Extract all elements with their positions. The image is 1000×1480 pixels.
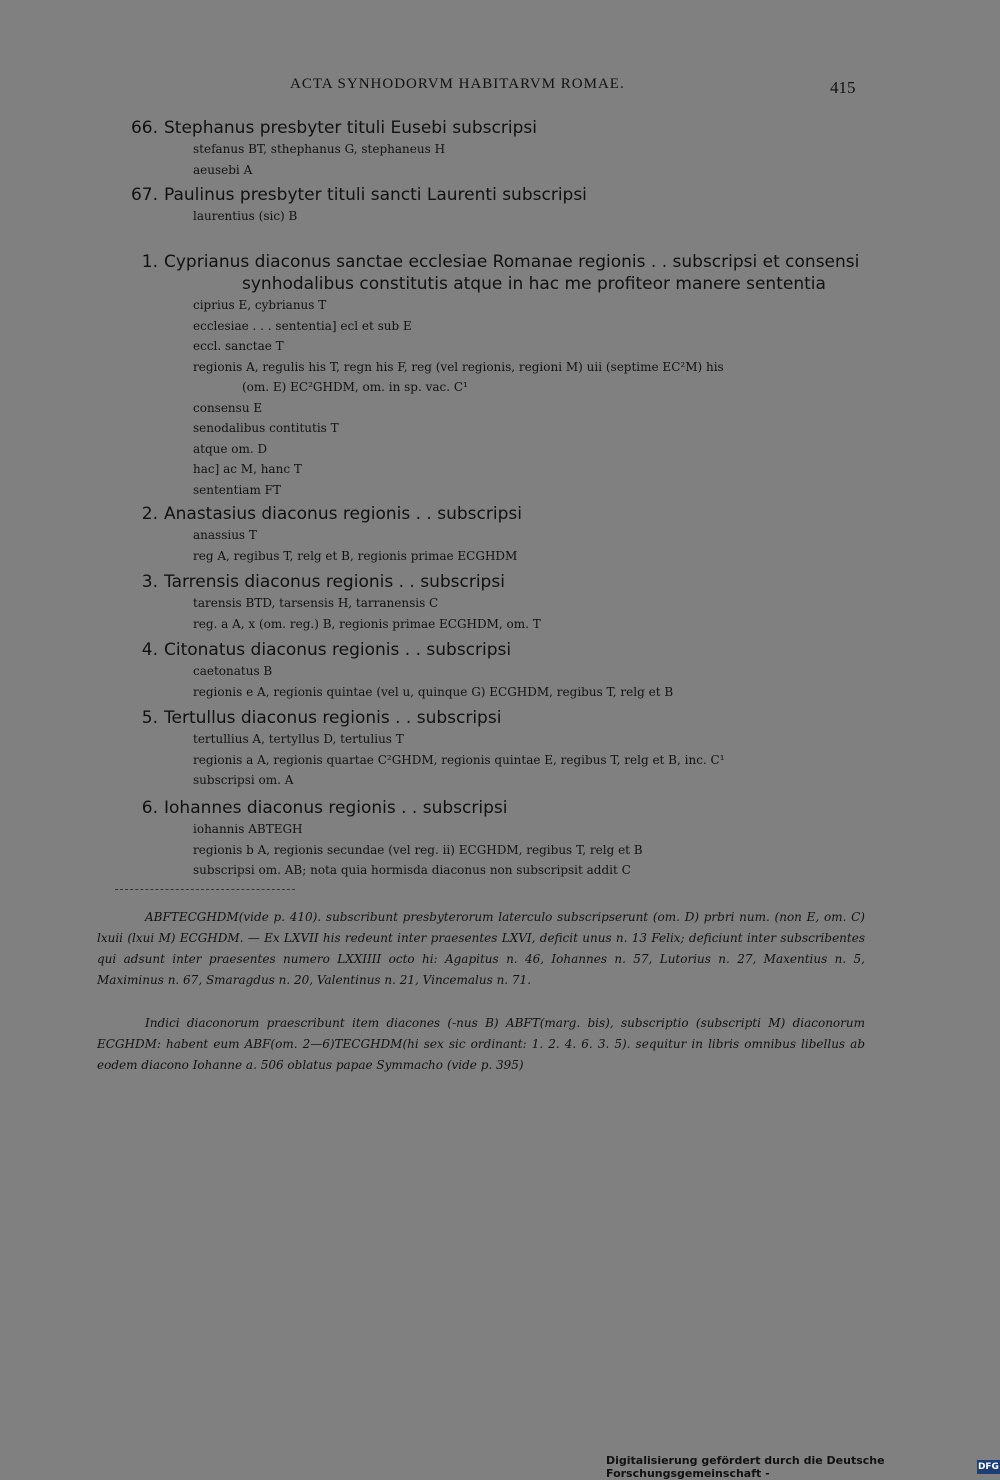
entry-number: 67. <box>130 185 158 205</box>
variant-line: reg A, regibus T, relg et B, regionis primae ECGHDM <box>193 548 518 563</box>
variant-line: laurentius (sic) B <box>193 209 298 223</box>
entry-number: 2. <box>141 504 158 524</box>
variant-line: atque om. D <box>193 441 268 456</box>
entry-6 <box>110 797 870 881</box>
entry-1 <box>110 251 870 500</box>
entry-number: 66. <box>130 118 158 138</box>
entry-number: 3. <box>141 572 158 592</box>
variant-line: subscripsi om. A <box>193 773 294 787</box>
variant-line: hac] ac M, hanc T <box>193 462 302 476</box>
entry-3 <box>110 571 870 634</box>
entry-text: Tarrensis diaconus regionis . . subscripsi <box>164 572 505 592</box>
variant-line: sententiam FT <box>193 482 281 497</box>
variant-line: iohannis ABTEGH <box>193 822 303 836</box>
entry-text: Paulinus presbyter tituli sancti Laurenti subscripsi <box>164 185 587 205</box>
variant-line: (om. E) EC²GHDM, om. in sp. vac. C¹ <box>242 380 468 394</box>
running-title: ACTA SYNHODORVM HABITARVM ROMAE. <box>290 76 625 92</box>
variant-line: subscripsi om. AB; nota quia hormisda diaconus non subscripsit addit C <box>193 863 631 877</box>
variant-line: regionis b A, regionis secundae (vel reg. ii) ECGHDM, regibus T, relg et B <box>193 842 643 857</box>
variant-line: aeusebi A <box>193 162 253 177</box>
entry-5 <box>110 707 870 791</box>
entry-2 <box>110 503 870 566</box>
variant-line: tarensis BTD, tarsensis H, tarranensis C <box>193 596 439 610</box>
variant-line: ecclesiae . . . sententia] ecl et sub E <box>193 318 412 333</box>
editorial-note: ABFTECGHDM(vide p. 410). subscribunt presbyterorum laterculo subscripserunt (om. D) prbri num. (non E, om. C) lxuii (lxui M) ECGHDM. — Ex LXVII his redeunt inter praesentes LXVI, deficit unus n. 13 Felix; deficiunt inter subscribentes qui adsunt inter praesentes numero LXXIIII octo hi: Agapitus n. 46, Iohannes n. 57, Lutorius n. 27, Maxentius n. 5, Maximinus n. 67, Smaragdus n. 20, Valentinus n. 21, Vincemalus n. 71. <box>97 910 865 987</box>
entry-number: 4. <box>141 640 158 660</box>
variant-line: regionis a A, regionis quartae C²GHDM, regionis quintae E, regibus T, relg et B, inc. C¹ <box>193 752 725 767</box>
apparatus-divider <box>115 889 295 890</box>
variant-line: anassius T <box>193 528 257 542</box>
variant-line: tertullius A, tertyllus D, tertulius T <box>193 732 404 746</box>
digitization-credit <box>606 1454 1000 1480</box>
entry-text: Tertullus diaconus regionis . . subscripsi <box>164 708 502 728</box>
variant-line: eccl. sanctae T <box>193 339 284 353</box>
entry-4 <box>110 639 870 702</box>
variant-line: ciprius E, cybrianus T <box>193 298 327 312</box>
running-header <box>0 76 1000 100</box>
variant-line: regionis A, regulis his T, regn his F, reg (vel regionis, regioni M) uii (septime EC²M) his <box>193 359 724 374</box>
entry-67 <box>110 184 870 227</box>
variant-line: regionis e A, regionis quintae (vel u, quinque G) ECGHDM, regibus T, relg et B <box>193 684 674 699</box>
entry-66 <box>110 117 870 180</box>
entry-number: 1. <box>141 252 158 272</box>
dfg-logo: DFG <box>977 1462 999 1472</box>
editorial-note: Indici diaconorum praescribunt item diacones (-nus B) ABFT(marg. bis), subscriptio (subscripti M) diaconorum ECGHDM: habent eum ABF(om. 2—6)TECGHDM(hi sex sic ordinant: 1. 2. 4. 6. 3. 5). sequitur in libris omnibus libellus ab eodem diacono Iohanne a. 506 oblatus papae Symmacho (vide p. 395) <box>97 1016 865 1072</box>
variant-line: reg. a A, x (om. reg.) B, regionis primae ECGHDM, om. T <box>193 616 541 631</box>
variant-line: stefanus BT, sthephanus G, stephaneus H <box>193 142 446 156</box>
variant-line: consensu E <box>193 400 263 415</box>
entry-number: 6. <box>141 798 158 818</box>
variant-line: senodalibus contitutis T <box>193 421 339 435</box>
credit-text: Digitalisierung gefördert durch die Deutsche Forschungsgemeinschaft - <box>606 1454 885 1480</box>
entry-number: 5. <box>141 708 158 728</box>
variant-line: caetonatus B <box>193 664 273 678</box>
entry-text: Citonatus diaconus regionis . . subscripsi <box>164 640 512 660</box>
entry-text-continued: synhodalibus constitutis atque in hac me profiteor manere sententia <box>242 274 826 294</box>
entry-text: Cyprianus diaconus sanctae ecclesiae Romanae regionis . . subscripsi et consensi <box>164 252 860 272</box>
entry-text: Anastasius diaconus regionis . . subscripsi <box>164 504 522 524</box>
page-number: 415 <box>830 78 856 97</box>
entry-text: Stephanus presbyter tituli Eusebi subscripsi <box>164 118 537 138</box>
entry-text: Iohannes diaconus regionis . . subscripsi <box>164 798 508 818</box>
